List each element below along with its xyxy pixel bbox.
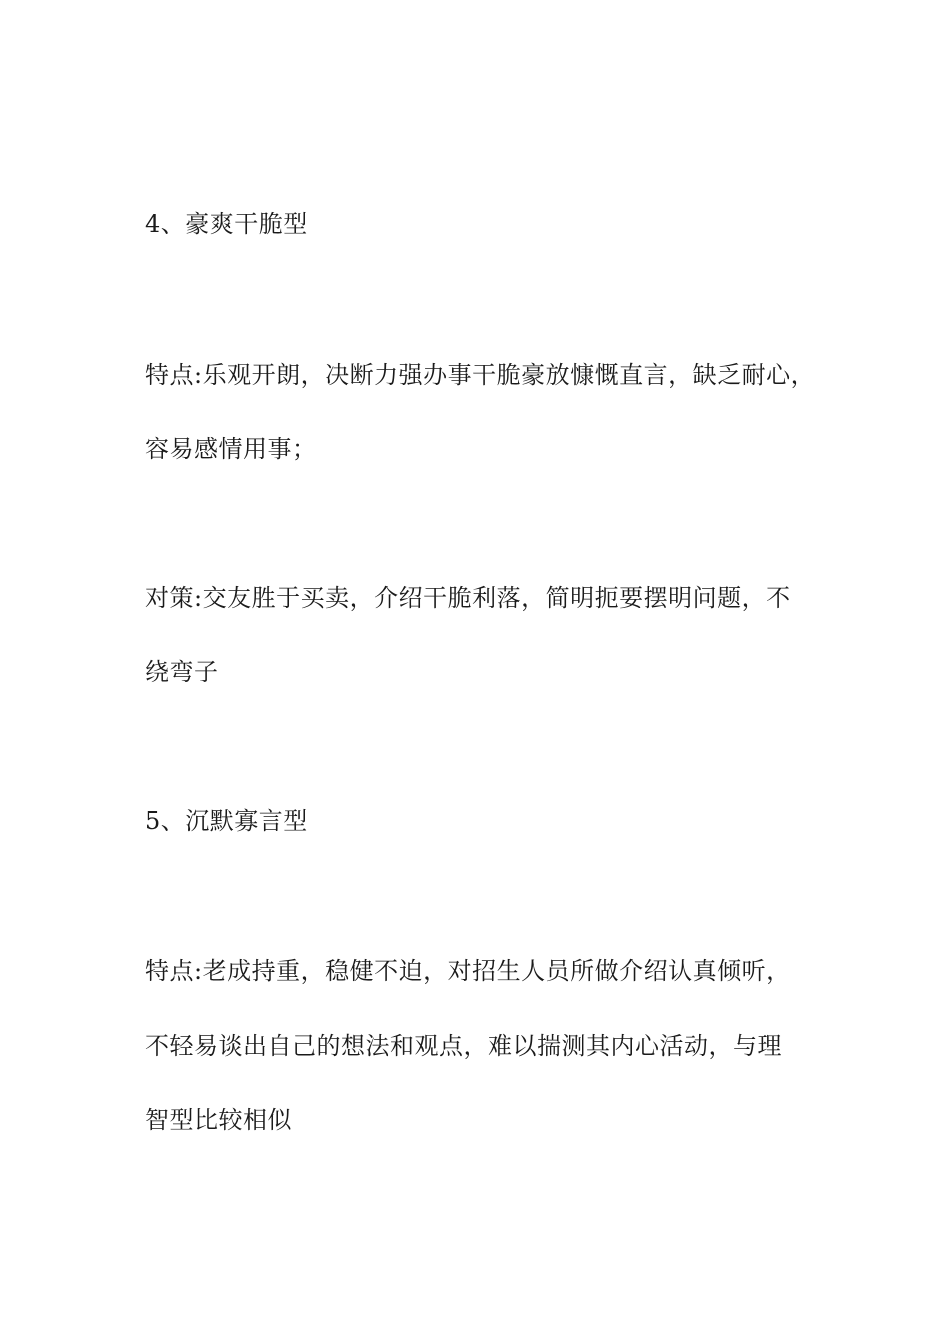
section-5-traits-line-3: 智型比较相似 <box>145 1106 292 1134</box>
section-4-heading: 4、豪爽干脆型 <box>145 210 308 238</box>
section-4-traits-line-2: 容易感情用事； <box>145 435 317 463</box>
section-5-traits-line-1: 特点:老成持重，稳健不迫，对招生人员所做介绍认真倾听， <box>145 957 791 985</box>
section-5-traits-line-2: 不轻易谈出自己的想法和观点，难以揣测其内心活动，与理 <box>145 1032 782 1060</box>
section-5-heading: 5、沉默寡言型 <box>145 807 308 835</box>
section-4-strategy-line-1: 对策:交友胜于买卖，介绍干脆利落，简明扼要摆明问题，不 <box>145 584 791 612</box>
section-4-traits-line-1: 特点:乐观开朗，决断力强办事干脆豪放慷慨直言，缺乏耐心， <box>145 361 816 389</box>
section-4-strategy-line-2: 绕弯子 <box>145 658 219 686</box>
